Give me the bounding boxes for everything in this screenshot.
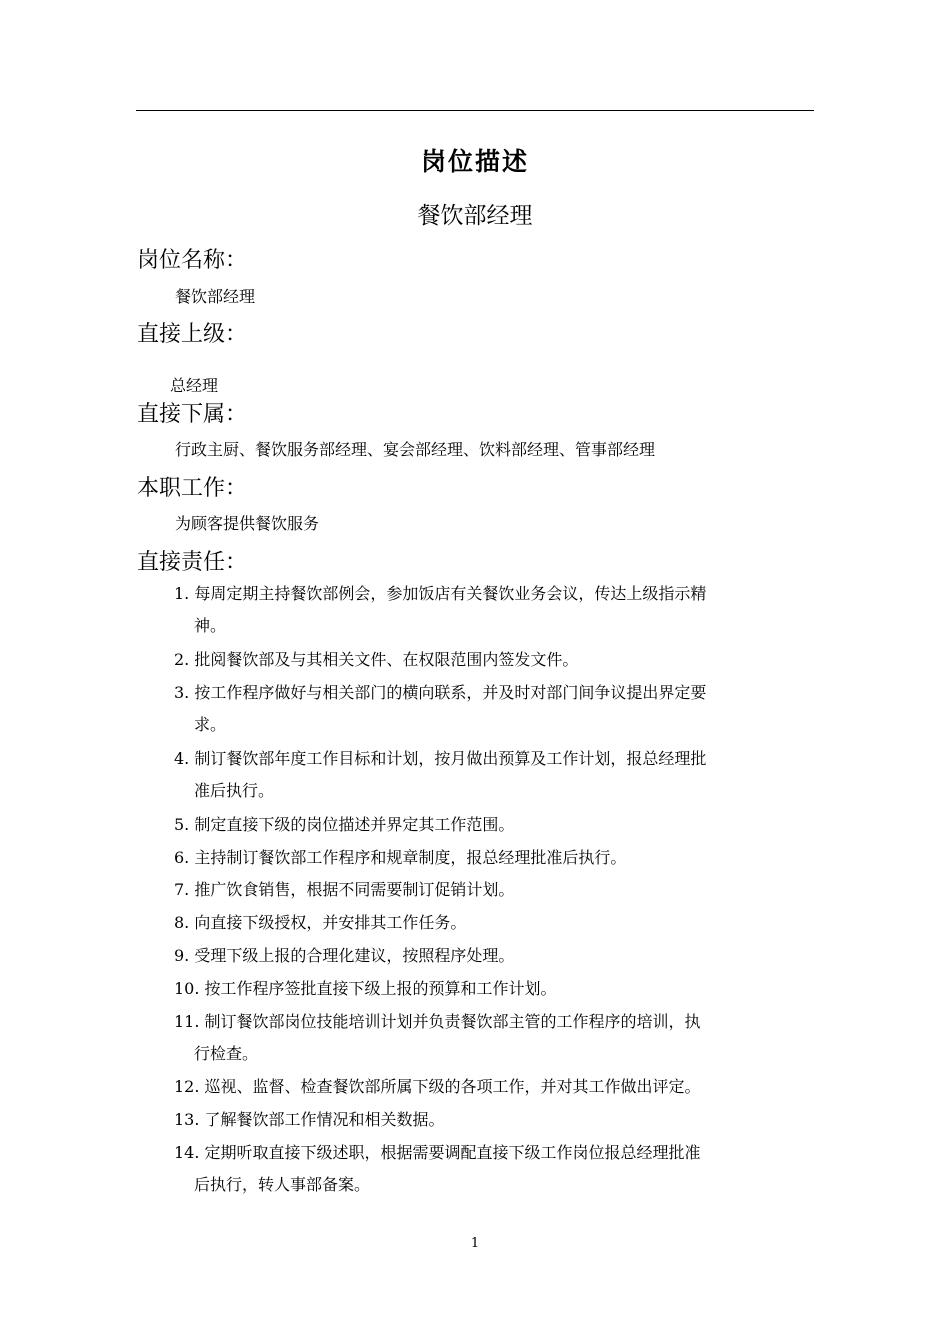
item-number: 5. [174,815,190,834]
superior-value: 总经理 [170,376,219,395]
heading-core-work: 本职工作： [137,476,248,501]
list-item [174,907,819,939]
page-number: 1 [470,1236,480,1251]
item-text: 定期听取直接下级述职，根据需要调配直接下级工作岗位报总经理批准 [204,1143,701,1162]
list-item [174,677,819,741]
core-work-value: 为顾客提供餐饮服务 [175,514,320,533]
item-number: 7. [174,880,190,899]
list-item [174,743,819,807]
item-text: 每周定期主持餐饮部例会，参加饭店有关餐饮业务会议，传达上级指示精 [194,584,707,603]
heading-position-name: 岗位名称： [137,248,248,273]
item-text: 了解餐饮部工作情况和相关数据。 [204,1110,445,1129]
item-text: 按工作程序签批直接下级上报的预算和工作计划。 [204,979,557,998]
item-number: 2. [174,650,190,669]
list-item [174,1104,819,1136]
list-item [174,1006,819,1070]
item-number: 3. [174,683,190,702]
item-number: 13. [174,1110,200,1129]
item-text: 制订餐饮部年度工作目标和计划，按月做出预算及工作计划，报总经理批 [194,749,707,768]
item-number: 1. [174,584,190,603]
list-item [174,578,819,642]
item-number: 8. [174,913,190,932]
item-text-continued: 神。 [194,616,227,635]
item-text: 按工作程序做好与相关部门的横向联系，并及时对部门间争议提出界定要 [194,683,707,702]
subordinates-value: 行政主厨、餐饮服务部经理、宴会部经理、饮料部经理、管事部经理 [175,440,656,459]
item-text-continued: 准后执行。 [194,781,275,800]
document-title: 岗位描述 [420,147,529,176]
item-text: 制订餐饮部岗位技能培训计划并负责餐饮部主管的工作程序的培训，执 [204,1012,701,1031]
heading-superior: 直接上级： [137,322,248,347]
item-number: 9. [174,946,190,965]
item-text: 巡视、监督、检查餐饮部所属下级的各项工作，并对其工作做出评定。 [204,1077,701,1096]
heading-subordinates: 直接下属： [137,402,248,427]
heading-responsibilities: 直接责任： [137,550,248,575]
item-text: 推广饮食销售，根据不同需要制订促销计划。 [194,880,515,899]
item-number: 14. [174,1143,200,1162]
item-text: 向直接下级授权，并安排其工作任务。 [194,913,467,932]
list-item [174,1071,819,1103]
item-number: 4. [174,749,190,768]
item-text-continued: 后执行，转人事部备案。 [194,1175,371,1194]
item-number: 12. [174,1077,200,1096]
list-item [174,809,819,841]
list-item [174,973,819,1005]
document-subtitle: 餐饮部经理 [417,203,533,229]
item-number: 6. [174,848,190,867]
list-item [174,1137,819,1201]
list-item [174,644,819,676]
position-name-value: 餐饮部经理 [175,287,256,306]
item-text-continued: 行检查。 [194,1044,259,1063]
item-number: 10. [174,979,200,998]
list-item [174,940,819,972]
item-text: 批阅餐饮部及与其相关文件、在权限范围内签发文件。 [194,650,579,669]
item-text: 主持制订餐饮部工作程序和规章制度，报总经理批准后执行。 [194,848,627,867]
item-text: 受理下级上报的合理化建议，按照程序处理。 [194,946,515,965]
item-number: 11. [174,1012,200,1031]
list-item [174,874,819,906]
item-text-continued: 求。 [194,715,227,734]
item-text: 制定直接下级的岗位描述并界定其工作范围。 [194,815,515,834]
list-item [174,842,819,874]
header-rule [136,110,814,111]
